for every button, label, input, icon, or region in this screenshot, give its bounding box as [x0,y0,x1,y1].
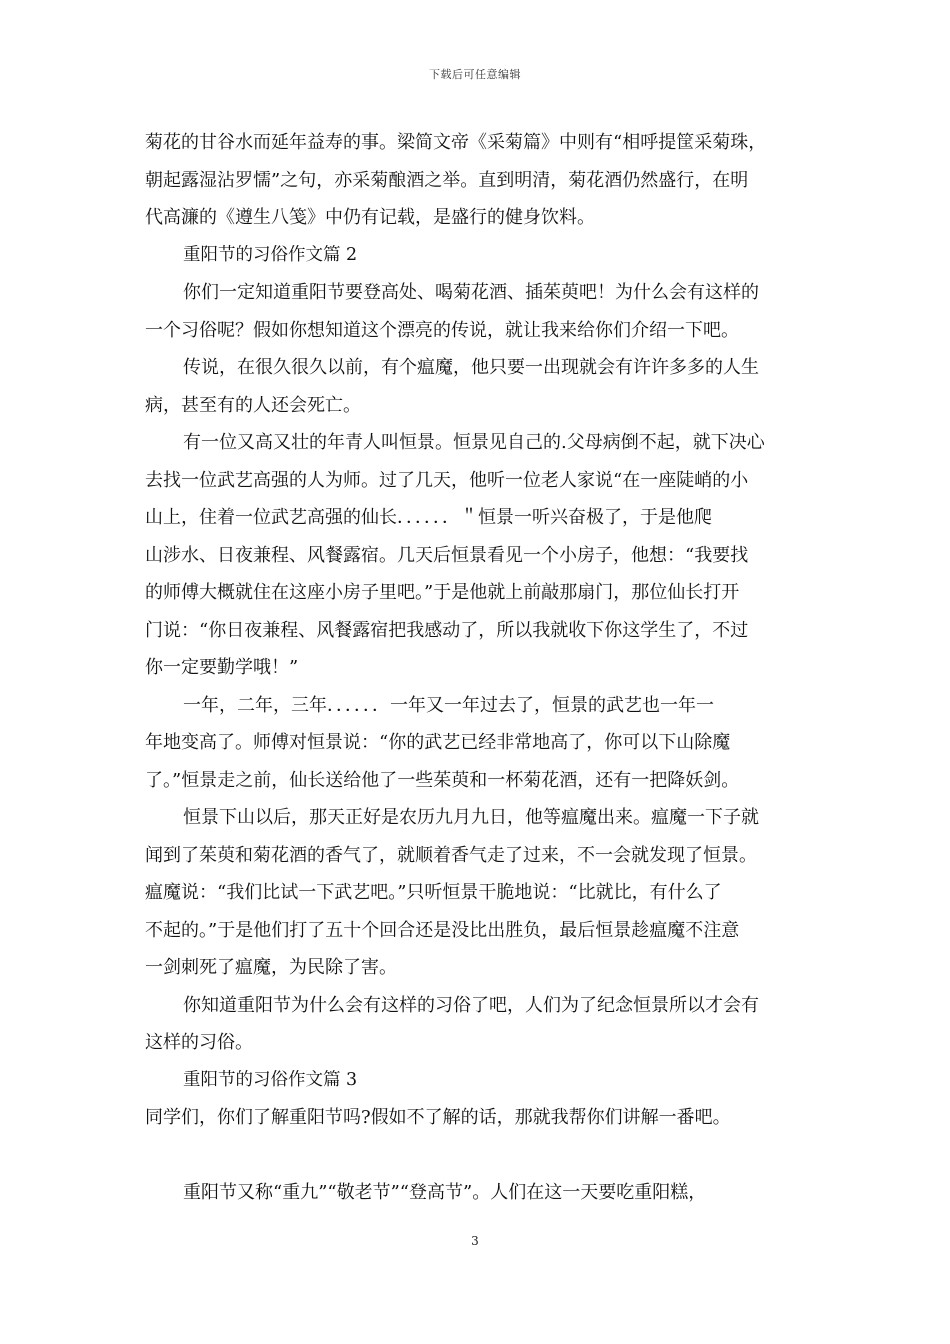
text-line: 有一位又高又壮的年青人叫恒景。恒景见自己的.父母病倒不起，就下决心 [183,432,765,453]
text-line: 瘟魔说：“我们比试一下武艺吧。”只听恒景干脆地说：“比就比，有什么了 [145,882,722,903]
text-line: 年地变高了。师傅对恒景说：“你的武艺已经非常地高了，你可以下山除魔 [145,732,731,753]
text-line: 恒景下山以后，那天正好是农历九月九日，他等瘟魔出来。瘟魔一下子就 [183,807,759,828]
section-heading: 重阳节的习俗作文篇 2 [183,244,358,265]
text-line: 山上，住着一位武艺高强的仙长．．．．．．＂恒景一听兴奋极了，于是他爬 [145,507,712,528]
text-line: 闻到了茱萸和菊花酒的香气了，就顺着香气走了过来，不一会就发现了恒景。 [145,844,757,866]
document-body [145,124,810,1212]
text-line: 一个习俗呢？假如你想知道这个漂亮的传说，就让我来给你们介绍一下吧。 [145,319,739,341]
text-line: 一剑刺死了瘟魔，为民除了害。 [145,957,397,978]
page-number: 3 [471,1234,479,1248]
text-line: 这样的习俗。 [145,1032,253,1053]
page-header: 下载后可任意编辑 [429,68,521,81]
text-line: 的师傅大概就住在这座小房子里吧。”于是他就上前敲那扇门，那位仙长打开 [145,582,740,603]
text-line: 你一定要勤学哦！” [145,657,299,678]
text-line: 一年，二年，三年．．．．．．一年又一年过去了，恒景的武艺也一年一 [183,694,714,716]
text-line: 你知道重阳节为什么会有这样的习俗了吧，人们为了纪念恒景所以才会有 [183,994,759,1016]
text-line: 菊花的甘谷水而延年益寿的事。梁简文帝《采菊篇》中则有“相呼提筐采菊珠， [145,132,767,153]
text-line: 你们一定知道重阳节要登高处、喝菊花酒、插茱萸吧！为什么会有这样的 [183,282,759,303]
blank-line [145,1137,810,1175]
text-line: 代高濂的《遵生八笺》中仍有记载，是盛行的健身饮料。 [145,207,595,228]
text-line: 门说：“你日夜兼程、风餐露宿把我感动了，所以我就收下你这学生了，不过 [145,619,749,641]
text-line: 重阳节又称“重九”“敬老节”“登高节”。人们在这一天要吃重阳糕， [183,1182,707,1203]
text-line: 同学们，你们了解重阳节吗?假如不了解的话，那就我帮你们讲解一番吧。 [145,1107,731,1128]
text-line: 山涉水、日夜兼程、风餐露宿。几天后恒景看见一个小房子，他想：“我要找 [145,544,749,566]
text-line: 去找一位武艺高强的人为师。过了几天，他听一位老人家说“在一座陡峭的小 [145,469,749,491]
text-line: 朝起露湿沾罗懦”之句，亦采菊酿酒之举。直到明清，菊花酒仍然盛行，在明 [145,169,749,191]
text-line: 病，甚至有的人还会死亡。 [145,394,361,416]
section-heading: 重阳节的习俗作文篇 3 [183,1069,358,1090]
text-line: 了。”恒景走之前，仙长送给他了一些茱萸和一杯菊花酒，还有一把降妖剑。 [145,769,740,791]
text-line: 不起的。”于是他们打了五十个回合还是没比出胜负，最后恒景趁瘟魔不注意 [145,919,740,941]
text-line: 传说，在很久很久以前，有个瘟魔，他只要一出现就会有许许多多的人生 [183,357,759,378]
